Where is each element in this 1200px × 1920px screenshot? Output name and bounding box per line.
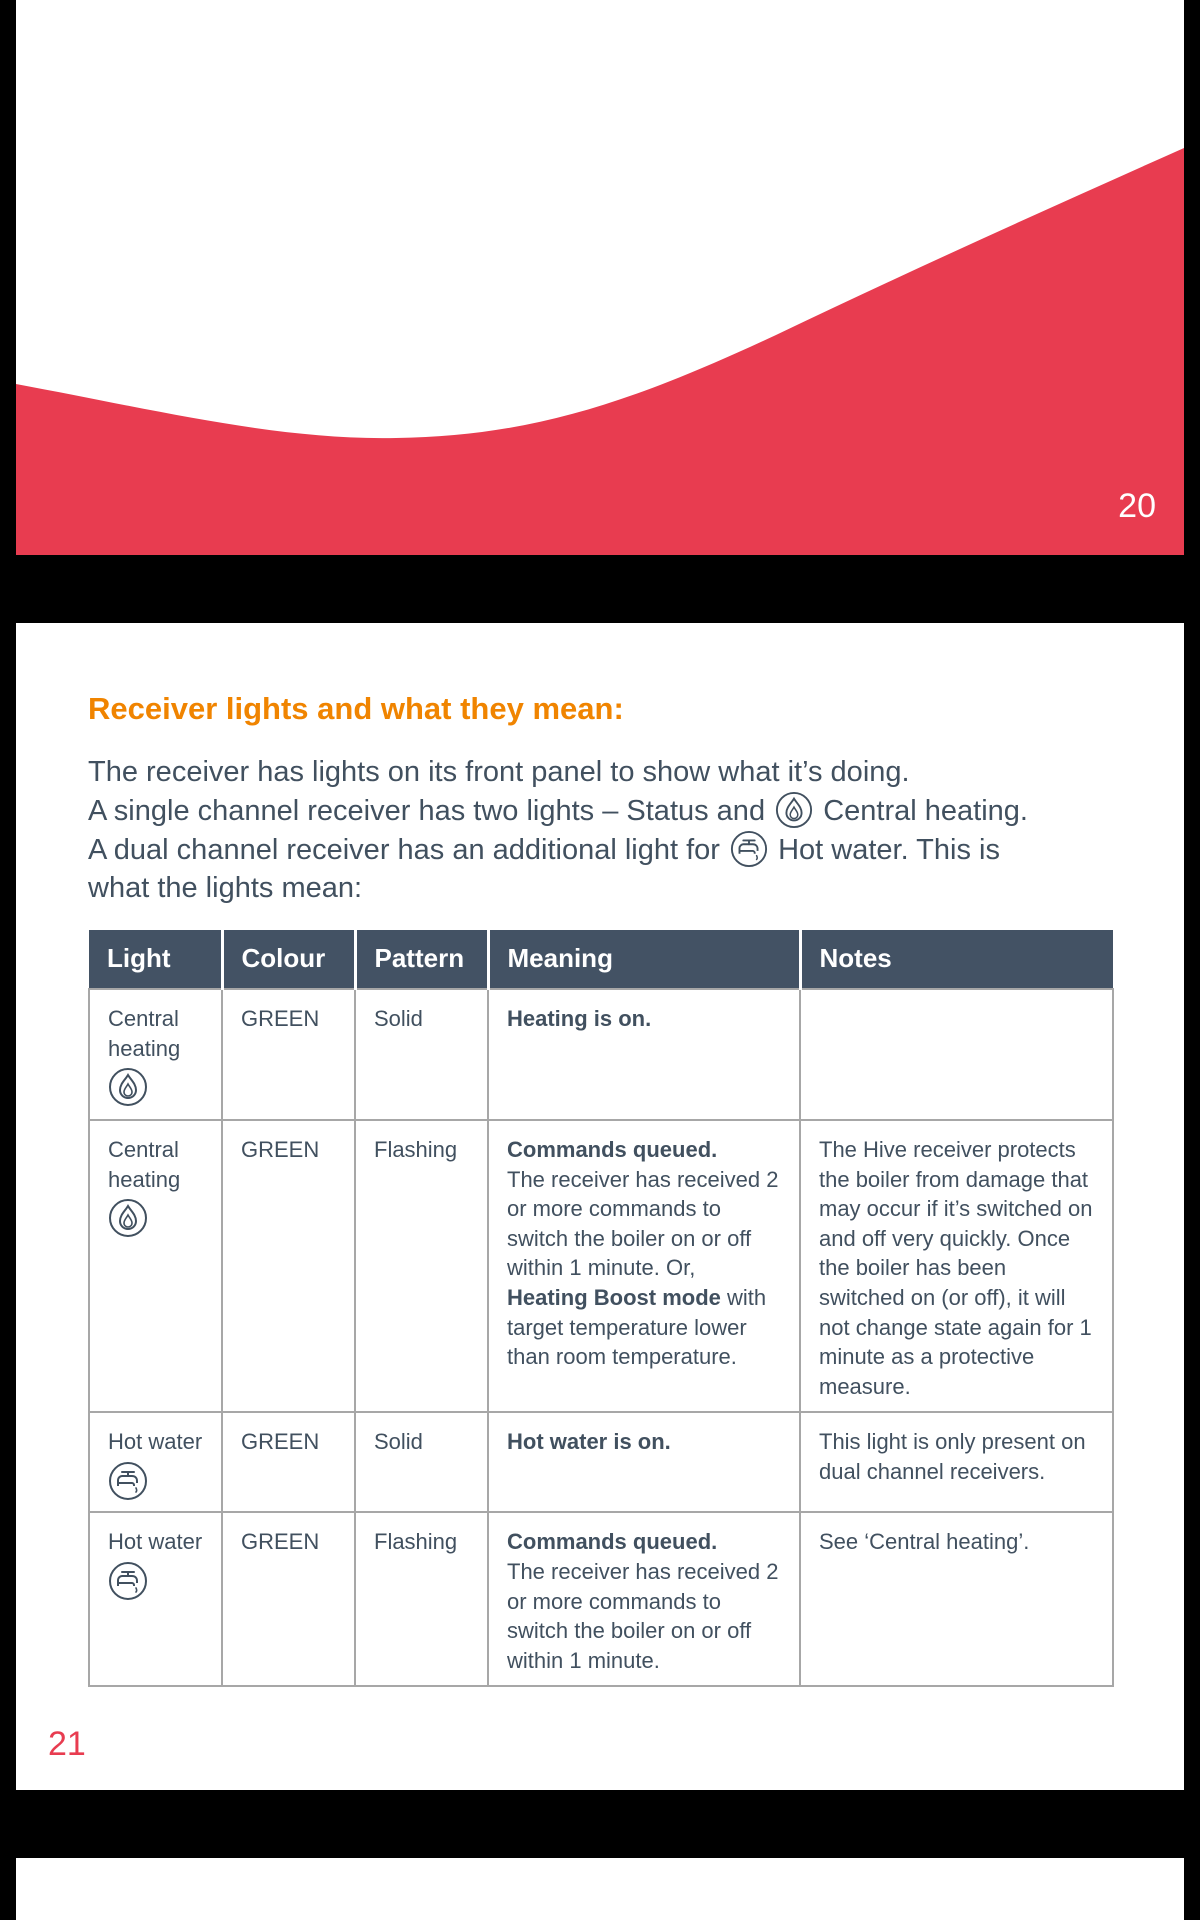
column-header-light: Light xyxy=(89,930,222,989)
intro-line xyxy=(88,830,1108,869)
flame-icon xyxy=(775,791,813,829)
table-row xyxy=(89,1512,1113,1686)
meaning-cell xyxy=(488,1412,800,1512)
intro-text: A dual channel receiver has an additional light for xyxy=(88,834,720,866)
intro-line: The receiver has lights on its front panel to show what it’s doing. xyxy=(88,756,910,788)
flame-icon xyxy=(108,1067,148,1107)
intro-text: Central heating. xyxy=(823,795,1028,827)
column-header-colour: Colour xyxy=(222,930,355,989)
notes-cell xyxy=(800,989,1113,1120)
column-header-notes: Notes xyxy=(800,930,1113,989)
page-22 xyxy=(16,1858,1184,1920)
colour-cell: GREEN xyxy=(222,1512,355,1686)
flame-icon xyxy=(108,1198,148,1238)
meaning-bold: Hot water is on. xyxy=(507,1429,671,1455)
lights-table xyxy=(88,930,1114,1687)
tap-icon xyxy=(108,1561,148,1601)
table-header-row xyxy=(89,930,1113,989)
meaning-bold: Heating Boost mode xyxy=(507,1284,721,1310)
meaning-text: with target temperature lower than room temperature. xyxy=(507,1284,767,1370)
intro-line xyxy=(88,791,1108,830)
tap-icon xyxy=(730,830,768,868)
colour-cell: GREEN xyxy=(222,1120,355,1412)
notes-cell: See ‘Central heating’. xyxy=(800,1512,1113,1686)
table-row xyxy=(89,1120,1113,1412)
page-number: 20 xyxy=(1118,487,1156,525)
meaning-bold: Heating is on. xyxy=(507,1006,652,1031)
notes-cell: The Hive receiver protects the boiler from damage that may occur if it’s switched on and off very quickly. Once the boiler has been switched on (or off), it will not change state again for 1 minute as a protective measure. xyxy=(800,1120,1113,1412)
light-cell xyxy=(89,1512,222,1686)
intro-paragraph xyxy=(88,753,1108,907)
column-header-meaning: Meaning xyxy=(488,930,800,989)
pattern-cell: Flashing xyxy=(355,1120,488,1412)
pattern-cell: Flashing xyxy=(355,1512,488,1686)
table-row xyxy=(89,989,1113,1120)
light-cell xyxy=(89,1412,222,1512)
light-label: Central heating xyxy=(108,1006,181,1061)
tap-icon xyxy=(108,1461,148,1501)
page-number: 21 xyxy=(48,1725,86,1763)
light-label: Hot water xyxy=(108,1529,203,1555)
page-21 xyxy=(16,623,1184,1790)
light-label: Central heating xyxy=(108,1137,181,1192)
intro-line: what the lights mean: xyxy=(88,872,363,904)
meaning-text: The receiver has received 2 or more commands to switch the boiler on or off within 1 minute. xyxy=(507,1558,779,1673)
pattern-cell: Solid xyxy=(355,1412,488,1512)
table-row xyxy=(89,1412,1113,1512)
meaning-bold: Commands queued. xyxy=(507,1529,718,1555)
red-wave-graphic xyxy=(16,0,1184,555)
colour-cell: GREEN xyxy=(222,989,355,1120)
colour-cell: GREEN xyxy=(222,1412,355,1512)
intro-text: A single channel receiver has two lights – Status and xyxy=(88,795,766,827)
column-header-pattern: Pattern xyxy=(355,930,488,989)
intro-text: Hot water. This is xyxy=(778,834,1000,866)
meaning-cell xyxy=(488,1512,800,1686)
light-cell xyxy=(89,989,222,1120)
page-20 xyxy=(16,0,1184,555)
pattern-cell: Solid xyxy=(355,989,488,1120)
meaning-cell xyxy=(488,989,800,1120)
meaning-cell xyxy=(488,1120,800,1412)
meaning-text: The receiver has received 2 or more commands to switch the boiler on or off within 1 minute. Or, xyxy=(507,1166,779,1281)
notes-cell: This light is only present on dual channel receivers. xyxy=(800,1412,1113,1512)
section-heading: Receiver lights and what they mean: xyxy=(88,691,624,726)
light-label: Hot water xyxy=(108,1429,203,1455)
meaning-bold: Commands queued. xyxy=(507,1137,718,1162)
light-cell xyxy=(89,1120,222,1412)
